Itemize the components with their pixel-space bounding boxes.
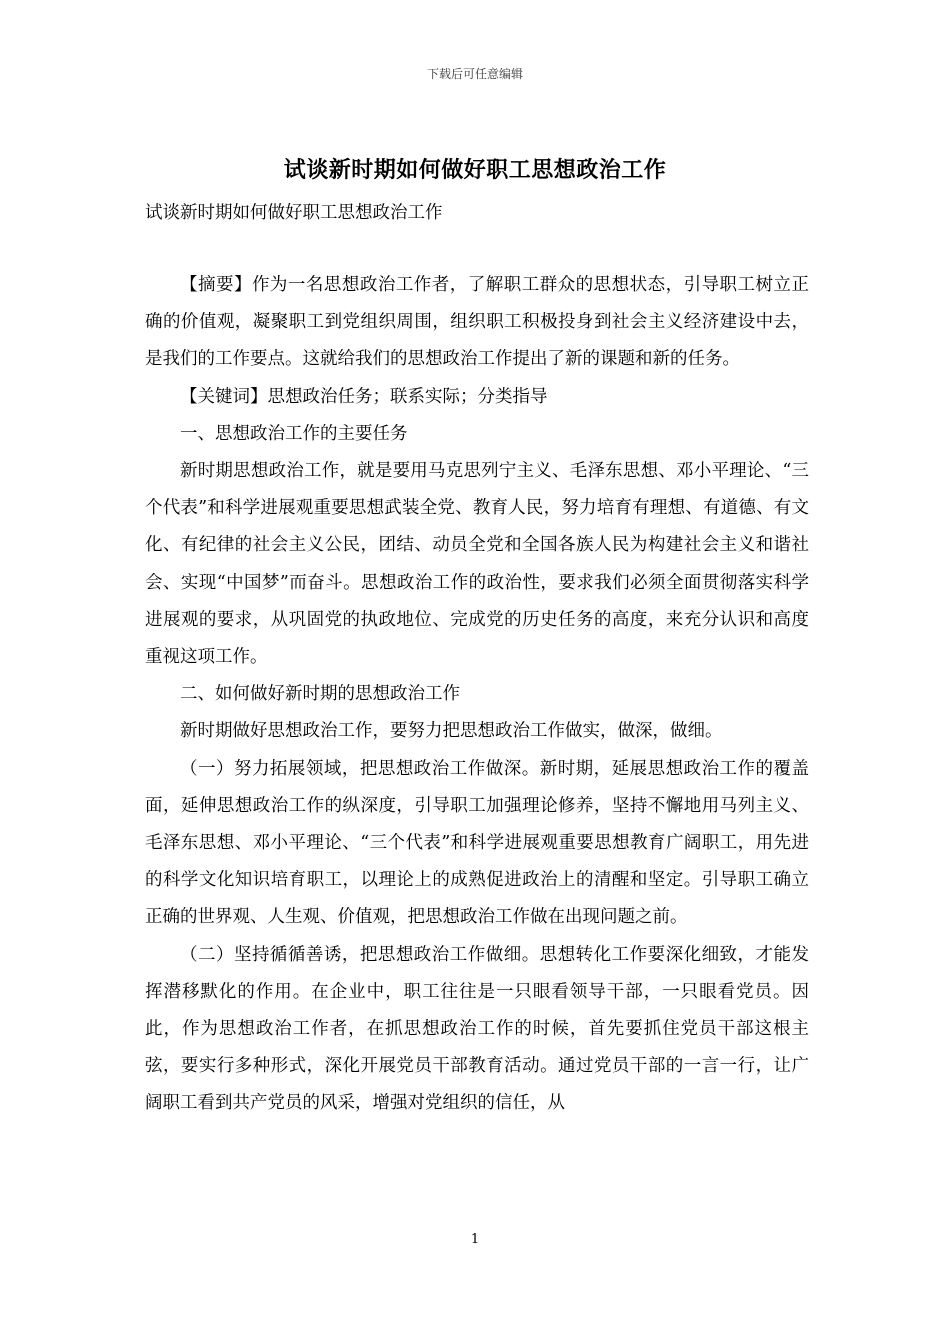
section-heading-2: 二、如何做好新时期的思想政治工作 xyxy=(180,684,460,705)
section-heading-1: 一、思想政治工作的主要任务 xyxy=(180,423,408,444)
page-header-note: 下载后可任意编辑 xyxy=(426,67,523,81)
body-paragraph: （二）坚持循循善诱，把思想政治工作做细。思想转化工作要深化细致，才能发挥潜移默化的作用。在企业中，职工往往是一只眼看领导干部，一只眼看党员。因此，作为思想政治工作者，在抓思想政治工作的时候，首先要抓住党员干部这根主弦，要实行多种形式，深化开展党员干部教育活动。通过党员干部的一言一行，让广阔职工看到共产党员的风采，增强对党组织的信任，从 xyxy=(145,944,809,1114)
body-paragraph: 新时期做好思想政治工作，要努力把思想政治工作做实，做深，做细。 xyxy=(180,721,723,742)
page-number: 1 xyxy=(470,1232,480,1247)
document-title: 试谈新时期如何做好职工思想政治工作 xyxy=(283,157,667,183)
keywords-paragraph: 【关键词】思想政治任务；联系实际；分类指导 xyxy=(180,386,548,407)
body-paragraph: （一）努力拓展领域，把思想政治工作做深。新时期，延展思想政治工作的覆盖面，延伸思想政治工作的纵深度，引导职工加强理论修养，坚持不懈地用马列主义、毛泽东思想、邓小平理论、“三个代表”和科学进展观重要思想教育广阔职工，用先进的科学文化知识培育职工，以理论上的成熟促进政治上的清醒和坚定。引导职工确立正确的世界观、人生观、价值观，把思想政治工作做在出现问题之前。 xyxy=(145,758,809,928)
body-paragraph: 新时期思想政治工作，就是要用马克思列宁主义、毛泽东思想、邓小平理论、“三个代表”和科学进展观重要思想武装全党、教育人民，努力培育有理想、有道德、有文化、有纪律的社会主义公民，团结、动员全党和全国各族人民为构建社会主义和谐社会、实现“中国梦”而奋斗。思想政治工作的政治性，要求我们必须全面贯彻落实科学进展观的要求，从巩固党的执政地位、完成党的历史任务的高度，来充分认识和高度重视这项工作。 xyxy=(145,461,809,668)
document-body xyxy=(145,267,809,1123)
abstract-paragraph: 【摘要】作为一名思想政治工作者，了解职工群众的思想状态，引导职工树立正确的价值观，凝聚职工到党组织周围，组织职工积极投身到社会主义经济建设中去，是我们的工作要点。这就给我们的思想政治工作提出了新的课题和新的任务。 xyxy=(145,275,809,370)
document-subtitle: 试谈新时期如何做好职工思想政治工作 xyxy=(145,203,443,223)
